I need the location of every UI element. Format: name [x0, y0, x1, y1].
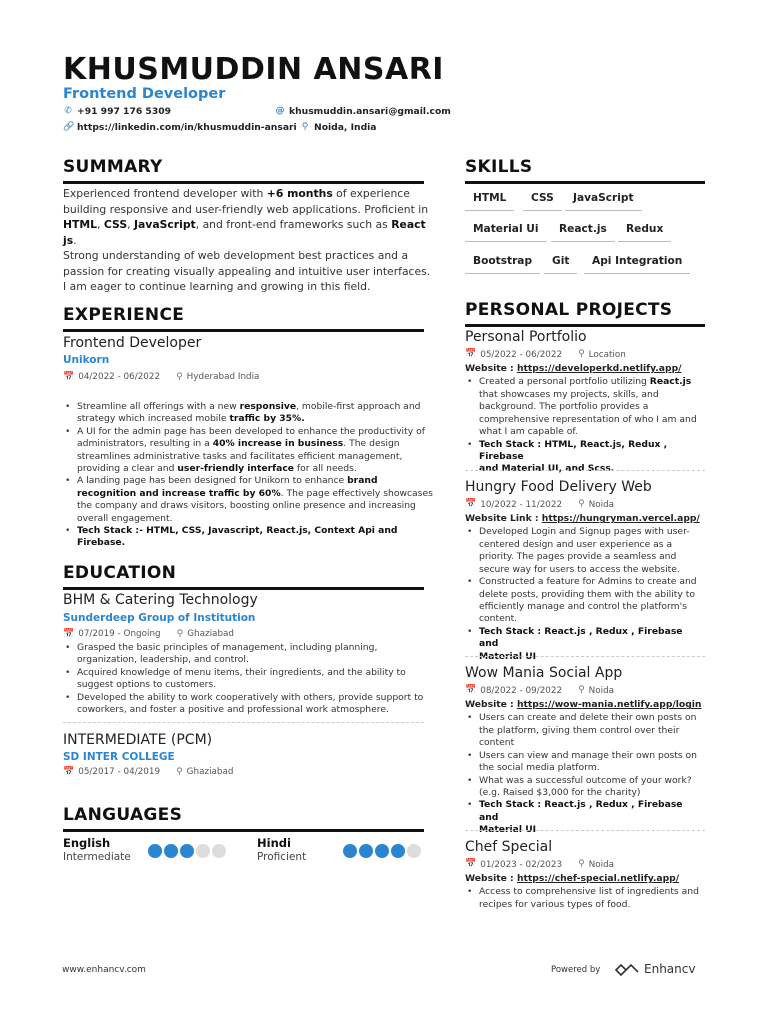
skill-tag: Git [544, 255, 577, 274]
bullet-text: Users can view and manage their own posts on [479, 749, 697, 761]
degree-title: BHM & Catering Technology [63, 592, 258, 608]
bullet-text: secure way for users to access the website. [479, 563, 680, 575]
bullet-text: content [479, 737, 515, 749]
education-bullet-line: • Acquired knowledge of menu items, their ingredients, and the ability to [63, 667, 433, 679]
summary-text-segment: Experienced frontend developer with [63, 187, 267, 200]
proficiency-dot [359, 844, 373, 858]
project-dates: 10/2022 - 11/2022 [480, 499, 563, 510]
bullet-text: for all needs. [294, 463, 357, 475]
footer-powered: Powered by [551, 965, 601, 975]
education-dates: 05/2017 - 04/2019 [78, 767, 161, 778]
project-location: Noida [588, 685, 615, 696]
bullet-text: priority. The pages provide a seamless and [479, 551, 677, 563]
project-bullet-line [465, 737, 705, 749]
email-contact[interactable] [275, 106, 451, 118]
bullet-text: streamlines administrative tasks and facilitates efficient management, [77, 450, 403, 462]
education-divider [63, 722, 424, 723]
education-location: Ghaziabad [186, 767, 234, 778]
summary-text [63, 186, 433, 295]
bullet-highlight: Tech Stack : React.js , Redux , Firebase and [479, 625, 683, 650]
bullet-text: Access to comprehensive list of ingredients and [479, 886, 699, 898]
bullet-text: . The design [343, 438, 400, 450]
bullet-highlight: Material UI [479, 650, 537, 662]
bullet-text: that showcases my projects, skills, and [479, 388, 659, 400]
proficiency-dot [407, 844, 421, 858]
job-bullet-line [63, 438, 433, 450]
summary-highlight: +6 months [266, 187, 333, 200]
skill-tag: Material Ui [465, 223, 547, 242]
bullet-text: strategy which increased mobile [77, 413, 230, 425]
summary-heading: SUMMARY [63, 156, 424, 184]
project-item [465, 328, 705, 476]
bullet-text: efficiently manage and control the platform's [479, 600, 687, 612]
enhancv-logo-icon [614, 963, 640, 977]
job-bullets [63, 401, 433, 550]
job-bullet-line [63, 426, 433, 438]
project-location: Location [588, 349, 626, 360]
bullet-text: centered design and user experience as a [479, 538, 673, 550]
phone-number: +91 997 176 5309 [77, 106, 172, 117]
project-bullet-line [465, 589, 705, 601]
website-label: Website Link : [465, 513, 542, 525]
bullet-text: Developed Login and Signup pages with user- [479, 526, 690, 538]
project-bullets [465, 526, 705, 662]
education-bullets [63, 642, 433, 716]
project-divider [465, 830, 705, 831]
bullet-text: content. [479, 613, 518, 625]
proficiency-dot [180, 844, 194, 858]
website-label: Website : [465, 363, 517, 375]
proficiency-dot [212, 844, 226, 858]
website-link[interactable]: https://developerkd.netlify.app/ [516, 363, 682, 375]
proficiency-dot [343, 844, 357, 858]
project-divider [465, 470, 705, 471]
project-item [465, 664, 705, 837]
bullet-highlight: responsive [239, 401, 297, 412]
job-bullet-line [63, 513, 433, 525]
bullet-text: recipes for various types of food. [479, 898, 631, 910]
bullet-text: the platform, giving them control over their [479, 724, 680, 736]
project-bullet-line [465, 626, 705, 651]
bullet-text: (e.g. Raised $3,000 for the charity) [479, 786, 641, 798]
education-bullet-line: • Grasped the basic principles of management, including planning, [63, 642, 433, 654]
proficiency-dot [148, 844, 162, 858]
map-pin-icon: ⚲ [578, 349, 585, 360]
job-bullet-line [63, 488, 433, 500]
project-title: Chef Special [465, 839, 553, 855]
project-bullet-line [465, 376, 705, 388]
bullet-highlight: user-friendly interface [177, 463, 294, 475]
project-bullet-line [465, 899, 705, 911]
project-bullet-line [465, 886, 705, 898]
education-bullet-line: organization, leadership, and control. [77, 654, 249, 666]
language-level: Intermediate [63, 851, 131, 864]
map-pin-icon: ⚲ [176, 629, 184, 639]
phone-icon: ✆ [64, 106, 72, 117]
language-proficiency-dots [148, 844, 226, 858]
footer-site[interactable]: www.enhancv.com [62, 965, 146, 975]
bullet-text: overall engagement. [77, 512, 173, 524]
job-meta [63, 372, 259, 384]
experience-heading: EXPERIENCE [63, 304, 424, 332]
skills-heading: SKILLS [465, 156, 705, 184]
education-bullet-line: coworkers, and foster a positive and professional work atmosphere. [77, 704, 389, 716]
project-bullets [465, 376, 705, 475]
project-meta [465, 859, 705, 871]
bullet-highlight: 40% increase in business [212, 438, 344, 450]
project-bullet-line [465, 762, 705, 774]
bullet-text: . The page effectively showcases [280, 487, 433, 499]
project-bullet-line [465, 526, 705, 538]
bullet-highlight: HTML, React.js, Redux , Firebase [479, 438, 668, 462]
skill-tag: Api Integration [584, 255, 690, 274]
map-pin-icon: ⚲ [578, 499, 585, 510]
project-website [465, 363, 705, 375]
school-name: SD INTER COLLEGE [63, 751, 175, 763]
education-meta [63, 629, 234, 641]
education-bullet-line: • Developed the ability to work cooperatively with others, provide support to [63, 692, 433, 704]
project-location: Noida [588, 859, 615, 870]
summary-highlight: HTML [63, 218, 98, 231]
project-bullet-line [465, 576, 705, 588]
enhancv-logo[interactable] [614, 962, 695, 978]
summary-line [63, 186, 433, 202]
linkedin-contact[interactable] [63, 122, 297, 134]
languages-heading: LANGUAGES [63, 804, 424, 832]
project-meta [465, 499, 705, 511]
bullet-text: What was a successful outcome of your work? [479, 774, 692, 786]
company-name: Unikorn [63, 354, 110, 366]
calendar-icon: 📅 [465, 499, 477, 510]
project-website [465, 873, 705, 885]
project-bullets [465, 712, 705, 836]
summary-line [63, 264, 433, 280]
project-bullet-line [465, 601, 705, 613]
phone-contact [63, 106, 171, 118]
bullet-text: the company and draws visitors, boosting online presence and increasing [77, 500, 416, 512]
education-location: Ghaziabad [187, 629, 234, 640]
bullet-text: Users can create and delete their own posts on [479, 712, 697, 724]
calendar-icon: 📅 [63, 372, 75, 382]
summary-text-segment: of experience [332, 187, 410, 200]
project-bullet-line [465, 426, 705, 438]
project-bullet-line [465, 401, 705, 413]
calendar-icon: 📅 [465, 349, 477, 360]
proficiency-dot [375, 844, 389, 858]
language-name: Hindi [257, 836, 291, 850]
summary-text-segment: passion for creating visually appealing and intuitive user interfaces. [63, 264, 431, 278]
language-proficiency-dots [343, 844, 421, 858]
school-name: Sunderdeep Group of Institution [63, 612, 256, 624]
summary-text-segment: , and front-end frameworks such as [195, 218, 392, 231]
project-divider [465, 656, 705, 657]
job-title: Frontend Developer [63, 335, 202, 351]
project-bullet-line [465, 750, 705, 762]
summary-highlight: CSS [103, 218, 128, 231]
linkedin-url[interactable]: https://linkedin.com/in/khusmuddin-ansari [77, 122, 297, 133]
job-bullet-line [63, 413, 433, 425]
bullet-highlight: Tech Stack : React.js , Redux , Firebase and [479, 799, 683, 823]
bullet-highlight: Tech Stack :- HTML, CSS, Javascript, React.js, Context Api and Firebase. [77, 525, 398, 549]
proficiency-dot [164, 844, 178, 858]
location-text: Noida, India [314, 122, 377, 133]
bullet-text: what I am capable of. [479, 426, 578, 438]
education-meta [63, 767, 233, 779]
website-link[interactable]: https://hungryman.vercel.app/ [541, 513, 700, 525]
summary-text-segment: , [127, 218, 134, 231]
degree-title: INTERMEDIATE (PCM) [63, 732, 213, 748]
project-website [465, 699, 705, 711]
project-bullet-line [465, 712, 705, 724]
summary-line [63, 279, 433, 295]
project-bullet-line [465, 787, 705, 799]
summary-line [63, 202, 433, 218]
summary-text-segment: , [97, 218, 104, 231]
calendar-icon: 📅 [63, 767, 75, 777]
bullet-text: Streamline all offerings with a new [77, 401, 240, 412]
bullet-text: administrators, resulting in a [77, 438, 213, 450]
bullet-highlight: traffic by 35%. [229, 413, 305, 425]
summary-line [63, 248, 433, 264]
job-bullet-line [63, 401, 433, 413]
bullet-highlight: Tech Stack : [479, 438, 545, 450]
website-link[interactable]: https://chef-special.netlify.app/ [516, 873, 680, 885]
project-meta [465, 349, 705, 361]
job-bullet-line [63, 475, 433, 487]
summary-line [63, 217, 433, 248]
project-dates: 08/2022 - 09/2022 [480, 685, 563, 696]
project-bullet-line [465, 613, 705, 625]
calendar-icon: 📅 [465, 685, 477, 696]
skill-tag: Redux [618, 223, 671, 242]
proficiency-dot [391, 844, 405, 858]
candidate-role: Frontend Developer [63, 86, 226, 102]
project-bullet-line [465, 439, 705, 464]
education-dates: 07/2019 - Ongoing [78, 629, 161, 640]
projects-heading: PERSONAL PROJECTS [465, 299, 705, 327]
skill-tag: CSS [523, 192, 562, 211]
job-dates: 04/2022 - 06/2022 [78, 372, 161, 383]
bullet-highlight: Material UI [479, 824, 537, 836]
project-dates: 01/2023 - 02/2023 [480, 859, 563, 870]
project-bullet-line [465, 551, 705, 563]
project-bullet-line [465, 564, 705, 576]
project-bullet-line [465, 389, 705, 401]
project-bullet-line [465, 539, 705, 551]
map-pin-icon: ⚲ [578, 685, 585, 696]
project-bullet-line [465, 799, 705, 824]
skill-tag: React.js [551, 223, 615, 242]
website-label: Website : [465, 873, 517, 885]
job-bullet-line [63, 451, 433, 463]
bullet-text: Constructed a feature for Admins to create and [479, 576, 697, 588]
summary-text-segment: I am eager to continue learning and growing in this field. [63, 280, 371, 293]
calendar-icon: 📅 [465, 859, 477, 870]
project-bullet-line [465, 414, 705, 426]
project-bullets [465, 886, 705, 911]
skill-tag: HTML [465, 192, 514, 211]
email-address[interactable]: khusmuddin.ansari@gmail.com [289, 106, 451, 117]
education-bullet-line: suggest options to customers. [77, 679, 217, 691]
at-icon: @ [275, 106, 285, 117]
candidate-name: KHUSMUDDIN ANSARI [63, 52, 444, 87]
project-meta [465, 685, 705, 697]
project-bullet-line [465, 775, 705, 787]
project-dates: 05/2022 - 06/2022 [480, 349, 563, 360]
bullet-highlight: React.js [649, 376, 692, 388]
enhancv-brand: Enhancv [644, 962, 696, 976]
education-heading: EDUCATION [63, 562, 424, 590]
bullet-text: background. The portfolio provides a [479, 401, 649, 413]
skill-tag: JavaScript [565, 192, 642, 211]
project-title: Personal Portfolio [465, 329, 587, 345]
bullet-text: Created a personal portfolio utilizing [479, 376, 650, 388]
bullet-text: delete posts, providing them with the ability to [479, 588, 695, 600]
summary-highlight: JavaScript [133, 218, 196, 231]
website-link[interactable]: https://wow-mania.netlify.app/login [516, 699, 702, 711]
bullet-highlight: recognition and increase traffic by 60% [77, 487, 281, 499]
project-website [465, 513, 705, 525]
bullet-text: A UI for the admin page has been developed to enhance the productivity of [77, 425, 425, 437]
summary-highlight: React js [63, 218, 426, 247]
location-contact [300, 122, 377, 134]
job-bullet-line [63, 463, 433, 475]
map-pin-icon: ⚲ [176, 372, 183, 382]
job-bullet-line [63, 500, 433, 512]
link-icon: 🔗 [63, 122, 75, 133]
bullet-text: providing a clear and [77, 463, 178, 475]
project-title: Hungry Food Delivery Web [465, 479, 652, 495]
job-bullet-line [63, 525, 433, 550]
bullet-highlight: brand [347, 475, 378, 487]
language-item [257, 836, 306, 865]
language-item [63, 836, 131, 865]
language-name: English [63, 836, 111, 850]
bullet-text: comprehensive representation of who I am and [479, 413, 697, 425]
project-item [465, 838, 705, 911]
bullet-text: A landing page has been designed for Unikorn to enhance [77, 475, 348, 487]
map-pin-icon: ⚲ [176, 767, 183, 777]
project-location: Noida [588, 499, 615, 510]
bullet-text: , mobile-first approach and [296, 401, 421, 412]
bullet-highlight: and Material UI, and Scss. [479, 463, 615, 475]
summary-text-segment: building responsive and user-friendly web applications. Proficient in [63, 202, 429, 216]
map-pin-icon: ⚲ [578, 859, 585, 870]
project-title: Wow Mania Social App [465, 665, 623, 681]
calendar-icon: 📅 [63, 629, 75, 639]
summary-text-segment: Strong understanding of web development best practices and a [63, 249, 409, 262]
bullet-text: the social media platform. [479, 762, 600, 774]
summary-text-segment: . [73, 233, 77, 247]
website-label: Website : [465, 699, 517, 711]
project-bullet-line [465, 725, 705, 737]
map-pin-icon: ⚲ [301, 122, 309, 133]
language-level: Proficient [257, 851, 307, 864]
proficiency-dot [196, 844, 210, 858]
job-location: Hyderabad India [186, 372, 260, 383]
project-item [465, 478, 705, 663]
skill-tag: Bootstrap [465, 255, 540, 274]
